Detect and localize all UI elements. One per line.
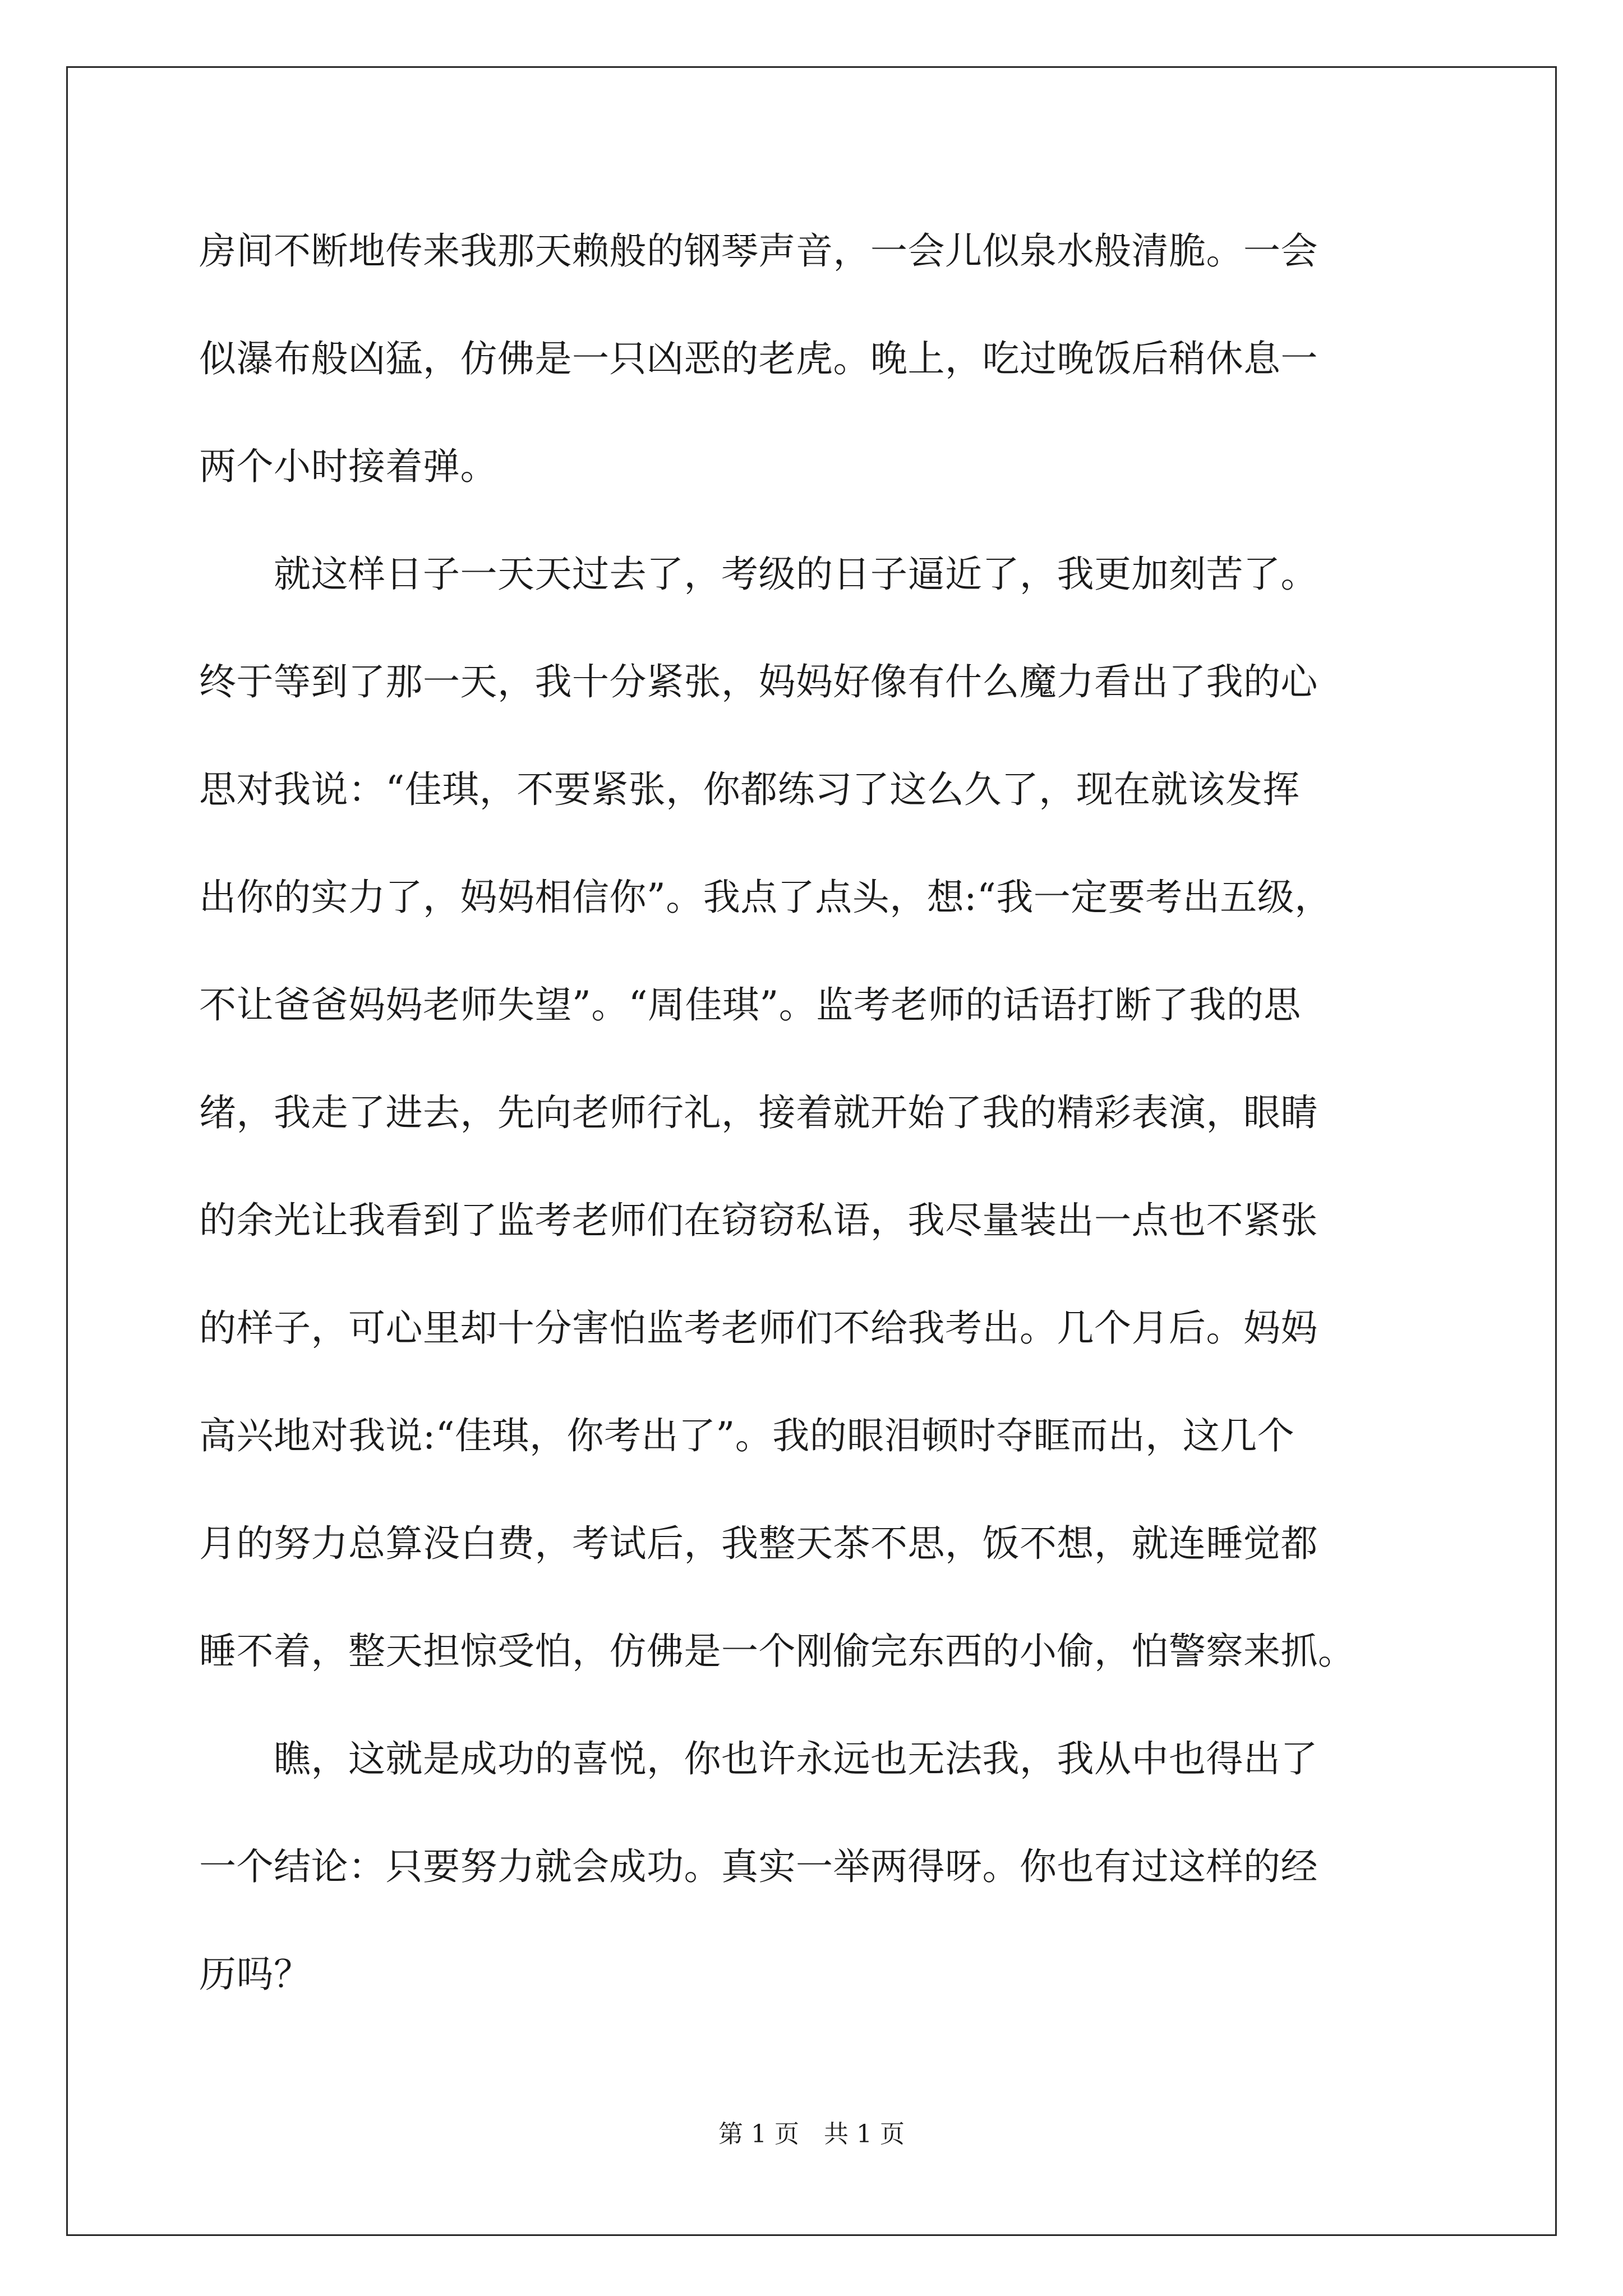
text-line: 房间不断地传来我那天赖般的钢琴声音，一会儿似泉水般清脆。一会 bbox=[199, 229, 1318, 273]
text-line: 睡不着，整天担惊受怕，仿佛是一个刚偷完东西的小偷，怕警察来抓。 bbox=[199, 1630, 1355, 1673]
text-line: 出你的实力了，妈妈相信你”。我点了点头，想:“我一定要考出五级， bbox=[199, 876, 1332, 919]
text-line: 似瀑布般凶猛，仿佛是一只凶恶的老虎。晚上，吃过晚饭后稍休息一 bbox=[199, 337, 1318, 380]
page-number-footer: 第 1 页 共 1 页 bbox=[718, 2120, 905, 2148]
text-line: 绪，我走了进去，先向老师行礼，接着就开始了我的精彩表演，眼睛 bbox=[199, 1091, 1318, 1134]
text-line: 思对我说：“佳琪，不要紧张，你都练习了这么久了，现在就该发挥 bbox=[199, 768, 1300, 811]
text-line: 瞧，这就是成功的喜悦，你也许永远也无法我，我从中也得出了 bbox=[199, 1737, 1318, 1780]
text-line: 一个结论：只要努力就会成功。真实一举两得呀。你也有过这样的经 bbox=[199, 1845, 1318, 1888]
text-line: 就这样日子一天天过去了，考级的日子逼近了，我更加刻苦了。 bbox=[199, 553, 1318, 596]
text-line: 高兴地对我说:“佳琪，你考出了”。我的眼泪顿时夺眶而出，这几个 bbox=[199, 1414, 1295, 1457]
document-body bbox=[199, 206, 1427, 2037]
text-line: 两个小时接着弹。 bbox=[199, 445, 497, 488]
text-line: 月的努力总算没白费，考试后，我整天茶不思，饭不想，就连睡觉都 bbox=[199, 1522, 1318, 1565]
text-line: 的余光让我看到了监考老师们在窃窃私语，我尽量装出一点也不紧张 bbox=[199, 1199, 1318, 1242]
text-line: 的样子，可心里却十分害怕监考老师们不给我考出。几个月后。妈妈 bbox=[199, 1306, 1318, 1350]
text-line: 历吗？ bbox=[199, 1953, 311, 1996]
text-line: 终于等到了那一天，我十分紧张，妈妈好像有什么魔力看出了我的心 bbox=[199, 660, 1318, 703]
text-line: 不让爸爸妈妈老师失望”。“周佳琪”。监考老师的话语打断了我的思 bbox=[199, 983, 1301, 1027]
